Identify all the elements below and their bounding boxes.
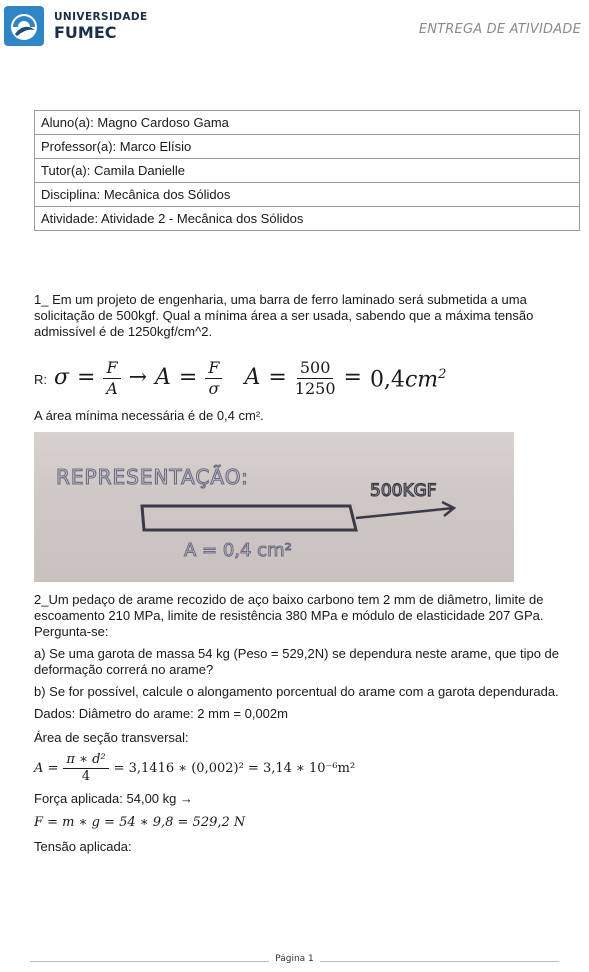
area-eq-fraction [63,752,108,785]
eq-numerator: 500 [297,358,334,379]
given-data-text: Dados: Diâmetro do arame: 2 mm = 0,002m [34,706,288,721]
question-1-equation [34,348,574,408]
sketch-bar-shape [142,506,356,530]
area-eq-denominator: 4 [81,769,91,784]
applied-force-equation: F = m ∗ g = 54 ∗ 9,8 = 529,2 N [34,815,246,830]
question-1-answer: A área mínima necessária é de 0,4 cm². [34,408,264,423]
question-2a-text: a) Se uma garota de massa 54 kg (Peso = 529,2N) se dependura neste arame, que tipo de deformação correrá no arame? [34,646,560,677]
eq-result-exponent: 2 [438,367,447,383]
cross-section-label: Área de seção transversal: [34,730,189,745]
page-header [0,0,589,60]
question-2b-text: b) Se for possível, calcule o alongamento porcentual do arame com a garota dependurada. [34,684,559,699]
eq-fraction-f-over-sigma [205,358,222,399]
answer-label: R: [34,372,47,387]
applied-tension-label: Tensão aplicada: [34,839,132,854]
question-2-text: 2_Um pedaço de arame recozido de aço baixo carbono tem 2 mm de diâmetro, limite de escoamento 210 MPa, limite de resistência 380 MPa e módulo de elasticidade 207 GPa. Pergunta-se: [34,592,544,639]
eq-equals: = [268,365,287,390]
eq-fraction-500-over-1250 [295,358,336,399]
applied-force-label: Força aplicada: 54,00 kg → [34,791,193,806]
eq-numerator: F [103,358,120,379]
page-number-text: Página 1 [269,954,320,964]
table-row [35,207,580,231]
handwritten-sketch-photo [34,432,514,582]
cross-section-equation [34,752,574,785]
eq-equals: = [178,365,198,390]
discipline-cell: Disciplina: Mecânica dos Sólidos [35,183,580,207]
sketch-drawing [34,432,514,582]
professor-cell: Professor(a): Marco Elísio [35,135,580,159]
table-row [35,159,580,183]
eq-area-symbol: A [155,365,171,390]
sketch-title: REPRESENTAÇÃO: [56,465,249,489]
eq-denominator: 1250 [294,378,336,398]
student-info-table [34,110,580,231]
eq-area-symbol: A [244,365,261,390]
sketch-force-label: 500KGF [370,481,437,501]
university-logo [4,6,148,46]
eq-fraction-f-over-a [103,358,120,399]
sketch-area-label: A = 0,4 cm² [184,540,292,561]
area-eq-lhs: A = [34,760,59,776]
table-row [35,111,580,135]
logo-brand-text: FUMEC [54,23,117,42]
page-number [0,954,589,964]
eq-result-unit: cm [404,367,439,393]
sketch-force-arrow [356,508,454,518]
eq-equals: = [343,365,362,390]
document-kind-label: ENTREGA DE ATIVIDADE [418,22,581,37]
table-row [35,135,580,159]
eq-arrow: → [128,365,148,390]
tutor-cell: Tutor(a): Camila Danielle [35,159,580,183]
activity-cell: Atividade: Atividade 2 - Mecânica dos Sólidos [35,207,580,231]
document-body [34,292,574,855]
area-eq-rhs: = 3,1416 ∗ (0,002)² = 3,14 ∗ 10⁻⁶m² [113,760,356,776]
equation-line [54,348,446,408]
table-row [35,183,580,207]
logo-university-text: UNIVERSIDADE [54,11,148,23]
question-1-text: 1_ Em um projeto de engenharia, uma barra de ferro laminado será submetida a uma solicitação de 500kgf. Qual a mínima área a ser usada, sabendo que a máxima tensão admissível é de 1250kgf/cm^2. [34,292,534,339]
eq-denominator: σ [208,378,220,398]
eq-denominator: A [106,378,118,398]
student-name-cell: Aluno(a): Magno Cardoso Gama [35,111,580,135]
eq-result [369,367,447,393]
eq-numerator: F [205,358,222,379]
area-eq-numerator: π ∗ d² [63,752,108,769]
eq-sigma: σ [54,365,70,390]
fumec-logo-icon [4,6,44,46]
eq-equals: = [77,365,96,390]
eq-result-value: 0,4 [369,367,405,393]
